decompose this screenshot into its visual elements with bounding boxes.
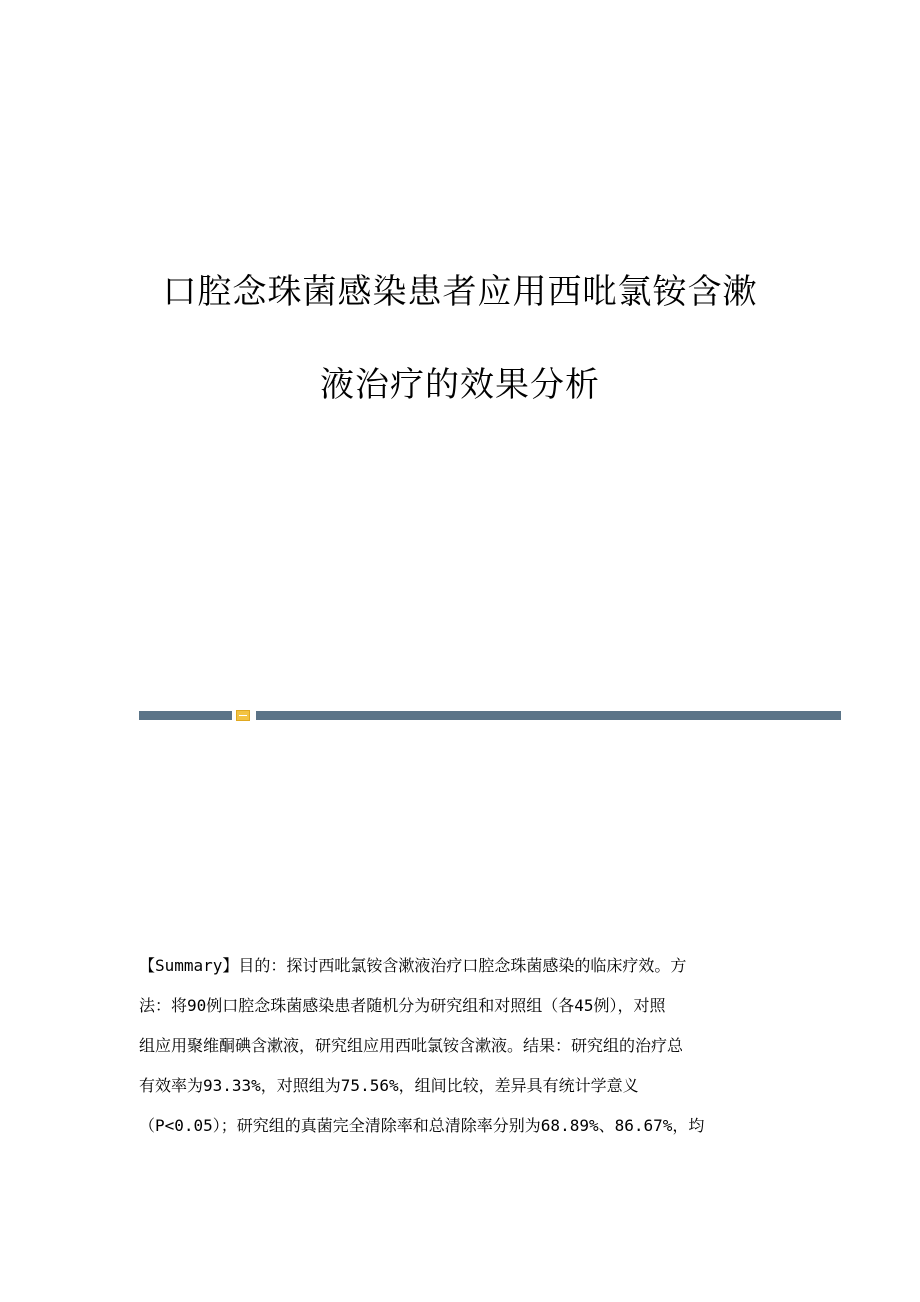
- divider-left-segment: [139, 711, 232, 720]
- paper-title-line-1: 口腔念珠菌感染患者应用西吡氯铵含漱: [162, 272, 758, 312]
- abstract-line: 【Summary】目的：探讨西吡氯铵含漱液治疗口腔念珠菌感染的临床疗效。方: [139, 956, 687, 975]
- abstract-summary: [139, 946, 779, 1146]
- abstract-line: 法：将90例口腔念珠菌感染患者随机分为研究组和对照组（各45例），对照: [139, 996, 666, 1015]
- abstract-line: 有效率为93.33%，对照组为75.56%，组间比较，差异具有统计学意义: [139, 1076, 639, 1095]
- title-divider: [139, 711, 841, 720]
- abstract-line: 组应用聚维酮碘含漱液，研究组应用西吡氯铵含漱液。结果：研究组的治疗总: [139, 1036, 684, 1055]
- divider-marker-icon: [236, 710, 250, 721]
- paper-title-line-2: 液治疗的效果分析: [320, 365, 600, 405]
- abstract-line: （P<0.05）；研究组的真菌完全清除率和总清除率分别为68.89%、86.67%，均: [139, 1116, 705, 1135]
- divider-right-segment: [256, 711, 841, 720]
